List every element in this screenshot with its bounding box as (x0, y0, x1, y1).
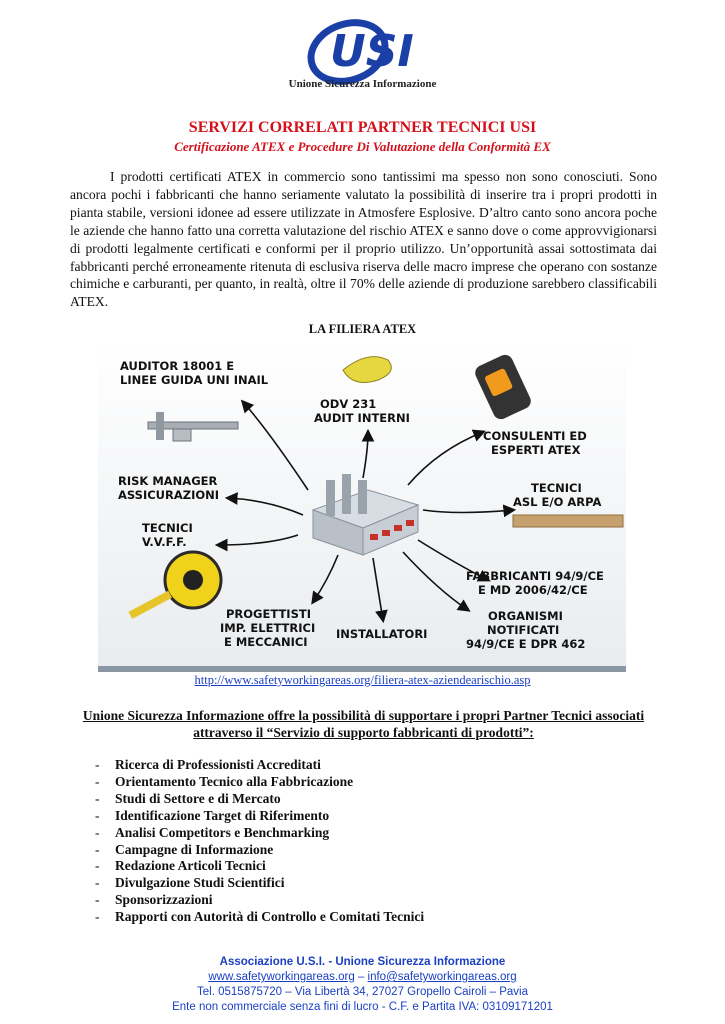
footer-legal: Ente non commerciale senza fini di lucro - C.F. e Partita IVA: 03109171201 (172, 1001, 553, 1013)
label-consulenti-1: CONSULENTI ED (483, 429, 587, 443)
page-title: SERVIZI CORRELATI PARTNER TECNICI USI (188, 119, 537, 136)
label-progettisti-1: PROGETTISTI (226, 607, 311, 621)
list-item: - Orientamento Tecnico alla Fabbricazione (115, 774, 424, 791)
list-item: - Sponsorizzazioni (115, 892, 424, 909)
label-odv-2: AUDIT INTERNI (314, 411, 410, 425)
filiera-heading: LA FILIERA ATEX (308, 322, 417, 336)
footer-title: Associazione U.S.I. - Unione Sicurezza Informazione (219, 956, 506, 968)
list-item: - Campagne di Informazione (115, 842, 424, 859)
footer-website-link[interactable]: www.safetyworkingareas.org (208, 971, 355, 983)
filiera-link[interactable]: http://www.safetyworkingareas.org/filiera-atex-aziendearischio.asp (194, 673, 531, 687)
offer-text: Unione Sicurezza Informazione offre la possibilità di supportare i propri Partner Tecnici associati attraverso il “Servizio di supporto fabbricanti di prodotti”: (82, 708, 645, 740)
label-organismi-3: 94/9/CE E DPR 462 (466, 637, 586, 651)
label-odv-1: ODV 231 (320, 397, 377, 411)
footer-address: Tel. 0515875720 – Via Libertà 34, 27027 Gropello Cairoli – Pavia (197, 986, 528, 998)
ruler-icon (513, 515, 623, 527)
footer (0, 955, 725, 1015)
label-consulenti-2: ESPERTI ATEX (491, 443, 581, 457)
usi-logo (300, 16, 440, 86)
label-auditor-2: LINEE GUIDA UNI INAIL (120, 373, 269, 387)
label-organismi-1: ORGANISMI (488, 609, 563, 623)
list-item: - Rapporti con Autorità di Controllo e Comitati Tecnici (115, 909, 424, 926)
filiera-diagram (98, 340, 626, 672)
list-item: - Studi di Settore e di Mercato (115, 791, 424, 808)
logo-subtitle: Unione Sicurezza Informazione (288, 78, 437, 90)
footer-email-link[interactable]: info@safetyworkingareas.org (367, 971, 517, 983)
label-progettisti-3: E MECCANICI (224, 635, 308, 649)
label-vvff-1: TECNICI (142, 521, 193, 535)
label-auditor-1: AUDITOR 18001 E (120, 359, 235, 373)
label-vvff-2: V.V.F.F. (142, 535, 187, 549)
label-fabbricanti-2: E MD 2006/42/CE (478, 583, 588, 597)
intro-paragraph: I prodotti certificati ATEX in commercio sono tantissimi ma spesso non sono conosciuti. Sono ancora pochi i fabbricanti che hanno seriamente valutato la possibilità di inserire tra i propri prodotti in pianta stabile, versioni idonee ad essere utilizzate in Atmosfere Esplosive. D’altro canto sono ancora poche le aziende che hanno fatto una corretta valutazione del rischio ATEX e sanno dove o come approvvigionarsi di prodotti legalmente certificati e conformi per il proprio utilizzo. Un’opportunità assai sottostimata dai fabbricanti perché erroneamente ritenuta di esclusiva riserva delle macro imprese che operano con sostanze chimiche e carburanti, per quanto, in realtà, oltre il 70% delle aziende di produzione sarebbero classificabili ATEX. (70, 169, 657, 310)
list-item: - Analisi Competitors e Benchmarking (115, 825, 424, 842)
label-tecnici-asl-1: TECNICI (531, 481, 582, 495)
footer-separator: – (357, 971, 365, 983)
label-risk-2: ASSICURAZIONI (118, 488, 220, 502)
label-installatori: INSTALLATORI (336, 627, 428, 641)
list-item: - Ricerca di Professionisti Accreditati (115, 757, 424, 774)
list-item: - Identificazione Target di Riferimento (115, 808, 424, 825)
list-item: - Redazione Articoli Tecnici (115, 858, 424, 875)
label-fabbricanti-1: FABBRICANTI 94/9/CE (466, 569, 604, 583)
label-progettisti-2: IMP. ELETTRICI (220, 621, 316, 635)
list-item: - Divulgazione Studi Scientifici (115, 875, 424, 892)
label-tecnici-asl-2: ASL E/O ARPA (513, 495, 602, 509)
label-risk-1: RISK MANAGER (118, 474, 218, 488)
logo-text: USI (330, 26, 414, 77)
page-subtitle: Certificazione ATEX e Procedure Di Valutazione della Conformità EX (174, 139, 551, 154)
services-list (115, 757, 424, 926)
label-organismi-2: NOTIFICATI (487, 623, 560, 637)
